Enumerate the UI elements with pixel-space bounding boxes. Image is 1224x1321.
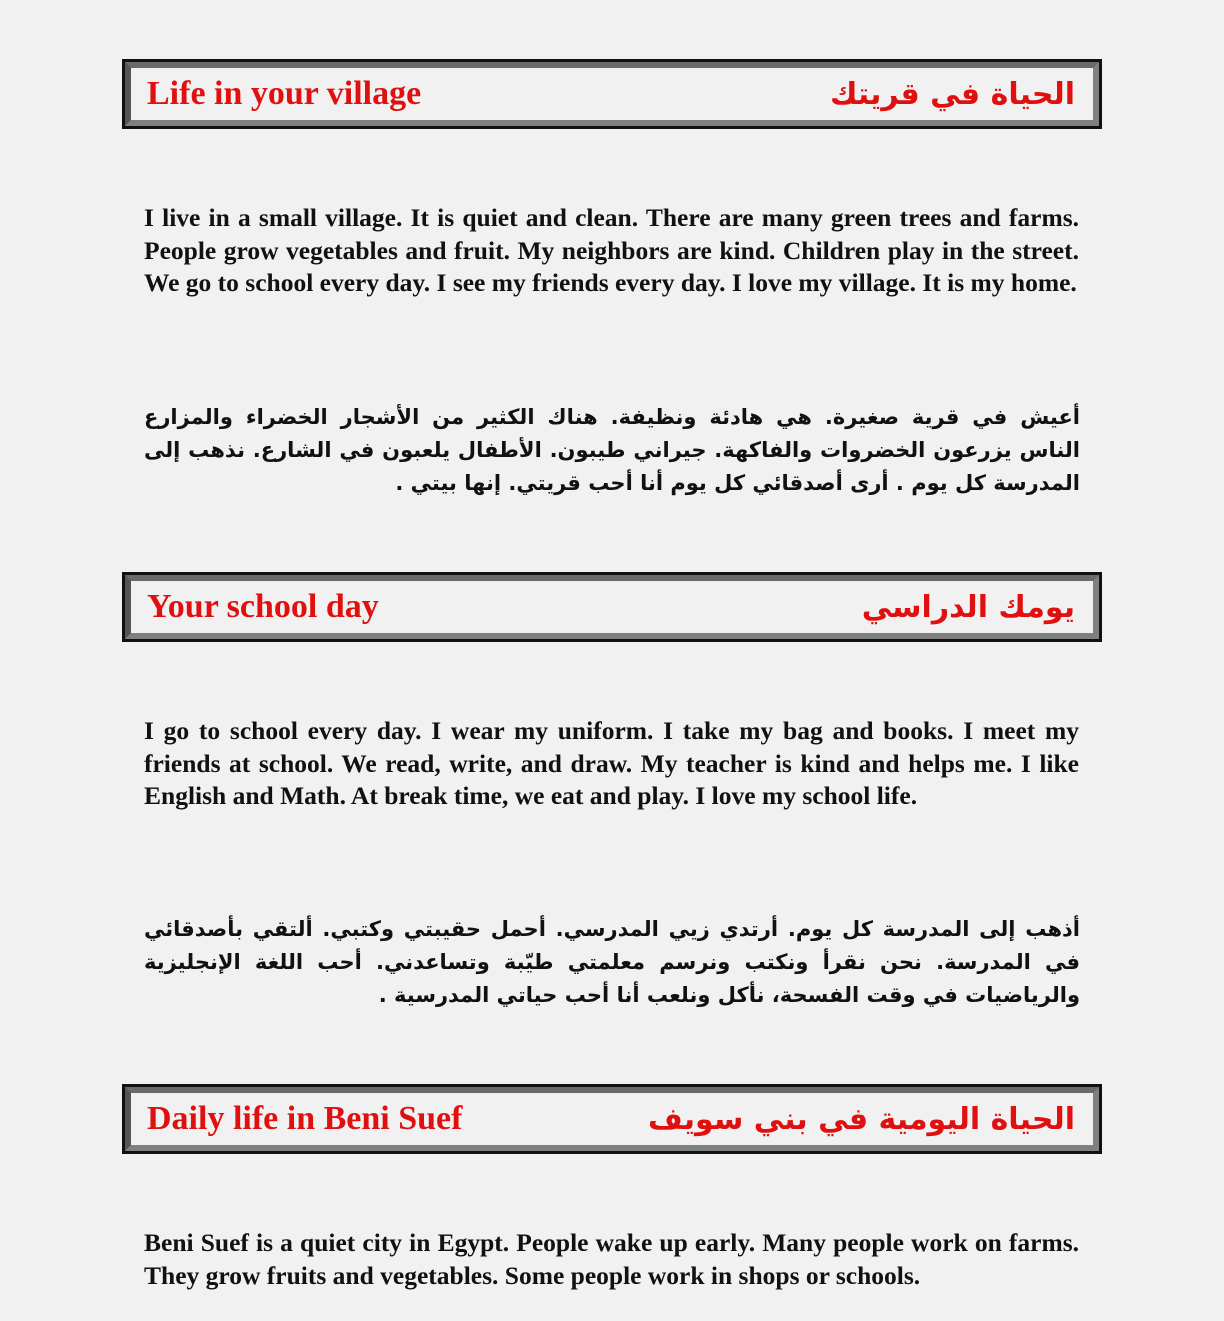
heading-arabic: الحياة في قريتك <box>829 76 1075 112</box>
section-header-village <box>122 59 1102 129</box>
paragraph-english: I live in a small village. It is quiet and clean. There are many green trees and farms. People grow vegetables and fruit. My neighbors are kind. Children play in the street. We go to school every day. I see my friends every day. I love my village. It is my home. <box>144 203 1079 297</box>
paragraph-english: I go to school every day. I wear my uniform. I take my bag and books. I meet my friends at school. We read, write, and draw. My teacher is kind and helps me. I like English and Math. At break time, we eat and play. I love my school life. <box>144 716 1079 810</box>
section-header-beni-suef <box>122 1084 1102 1154</box>
paragraph-arabic: أعيش في قرية صغيرة. هي هادئة ونظيفة. هناك الكثير من الأشجار الخضراء والمزارع الناس يزرعون الخضروات والفاكهة. جيراني طيبون. الأطفال يلعبون في الشارع. نذهب إلى المدرسة كل يوم . أرى أصدقائي كل يوم أنا أحب قريتي. إنها بيتي . <box>144 405 1080 495</box>
heading-english: Daily life in Beni Suef <box>147 1100 463 1137</box>
heading-english: Your school day <box>147 588 379 625</box>
section-header-school-day <box>122 572 1102 642</box>
heading-arabic: يومك الدراسي <box>861 589 1075 625</box>
heading-english: Life in your village <box>147 75 422 112</box>
heading-arabic: الحياة اليومية في بني سويف <box>648 1101 1075 1137</box>
paragraph-arabic: أذهب إلى المدرسة كل يوم. أرتدي زيي المدرسي. أحمل حقيبتي وكتبي. ألتقي بأصدقائي في المدرسة. نحن نقرأ ونكتب ونرسم معلمتي طيّبة وتساعدني. أحب اللغة الإنجليزية والرياضيات في وقت الفسحة، نأكل ونلعب أنا أحب حياتي المدرسية . <box>144 917 1080 1007</box>
paragraph-english: Beni Suef is a quiet city in Egypt. People wake up early. Many people work on farms. They grow fruits and vegetables. Some people work in shops or schools. <box>144 1228 1079 1290</box>
